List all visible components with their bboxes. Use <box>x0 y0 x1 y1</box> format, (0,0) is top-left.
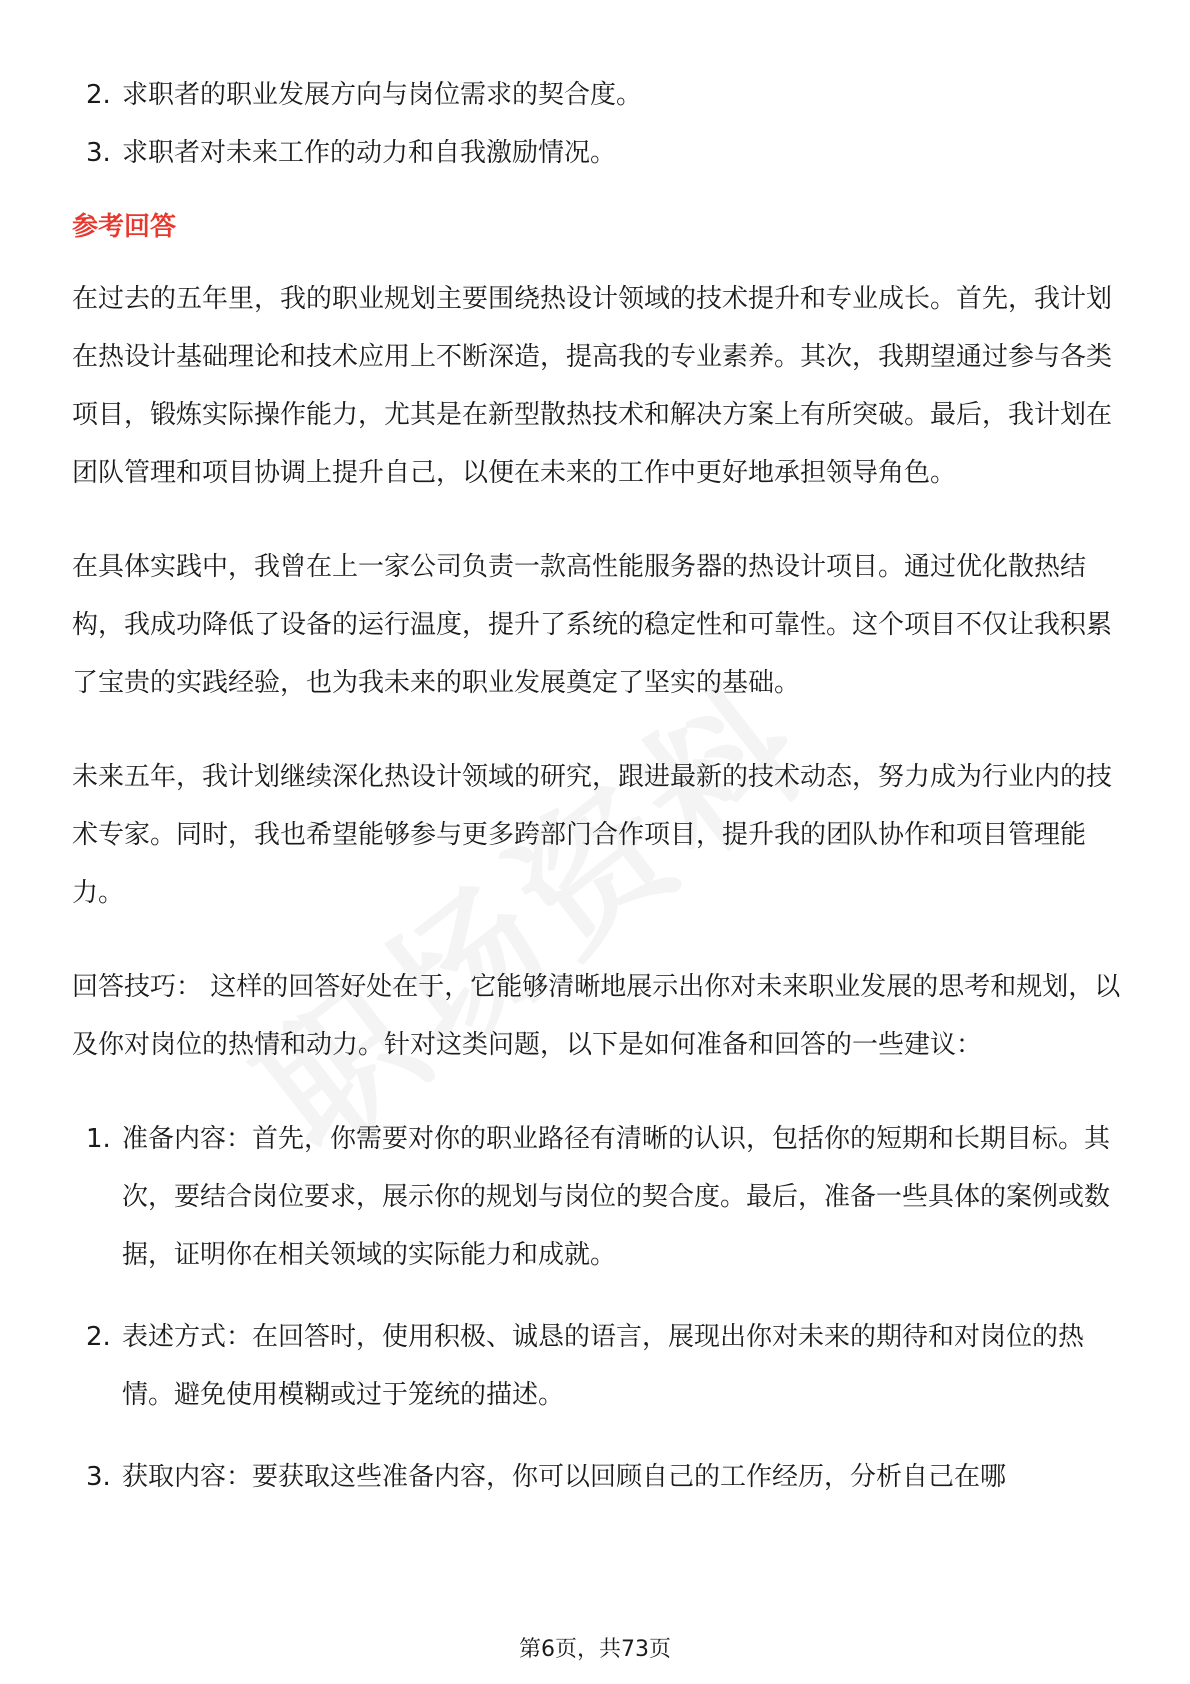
answer-paragraph: 未来五年，我计划继续深化热设计领域的研究，跟进最新的技术动态，努力成为行业内的技术专家。同时，我也希望能够参与更多跨部门合作项目，提升我的团队协作和项目管理能力。 <box>72 762 1113 908</box>
list-text: 求职者对未来工作的动力和自我激励情况。 <box>122 138 617 168</box>
list-number: 1. <box>86 1124 111 1154</box>
list-text: 表述方式：在回答时，使用积极、诚恳的语言，展现出你对未来的期待和对岗位的热情。避免使用模糊或过于笼统的描述。 <box>122 1322 1085 1410</box>
reference-answer-heading: 参考回答 <box>72 212 177 242</box>
answer-paragraph: 在过去的五年里，我的职业规划主要围绕热设计领域的技术提升和专业成长。首先，我计划在热设计基础理论和技术应用上不断深造，提高我的专业素养。其次，我期望通过参与各类项目，锻炼实际操作能力，尤其是在新型散热技术和解决方案上有所突破。最后，我计划在团队管理和项目协调上提升自己，以便在未来的工作中更好地承担领导角色。 <box>72 284 1113 488</box>
list-number: 2. <box>86 1322 111 1352</box>
page-content <box>72 66 1122 1506</box>
list-text: 获取内容：要获取这些准备内容，你可以回顾自己的工作经历，分析自己在哪 <box>122 1462 1007 1492</box>
list-text: 求职者的职业发展方向与岗位需求的契合度。 <box>122 80 643 110</box>
criteria-list <box>72 66 1122 182</box>
list-item <box>72 66 1122 124</box>
answer-paragraph: 在具体实践中，我曾在上一家公司负责一款高性能服务器的热设计项目。通过优化散热结构，我成功降低了设备的运行温度，提升了系统的稳定性和可靠性。这个项目不仅让我积累了宝贵的实践经验，也为我未来的职业发展奠定了坚实的基础。 <box>72 552 1113 698</box>
list-item <box>72 1110 1122 1284</box>
list-item <box>72 1448 1122 1506</box>
list-item <box>72 124 1122 182</box>
tips-intro-paragraph: 回答技巧： 这样的回答好处在于，它能够清晰地展示出你对未来职业发展的思考和规划，以及你对岗位的热情和动力。针对这类问题，以下是如何准备和回答的一些建议： <box>72 972 1121 1060</box>
page-number-footer: 第6页，共73页 <box>519 1637 671 1662</box>
list-number: 3. <box>86 1462 111 1492</box>
tips-list <box>72 1110 1122 1506</box>
list-text: 准备内容：首先，你需要对你的职业路径有清晰的认识，包括你的短期和长期目标。其次，要结合岗位要求，展示你的规划与岗位的契合度。最后，准备一些具体的案例或数据，证明你在相关领域的实际能力和成就。 <box>122 1124 1111 1270</box>
list-item <box>72 1308 1122 1424</box>
list-number: 2. <box>86 80 111 110</box>
list-number: 3. <box>86 138 111 168</box>
